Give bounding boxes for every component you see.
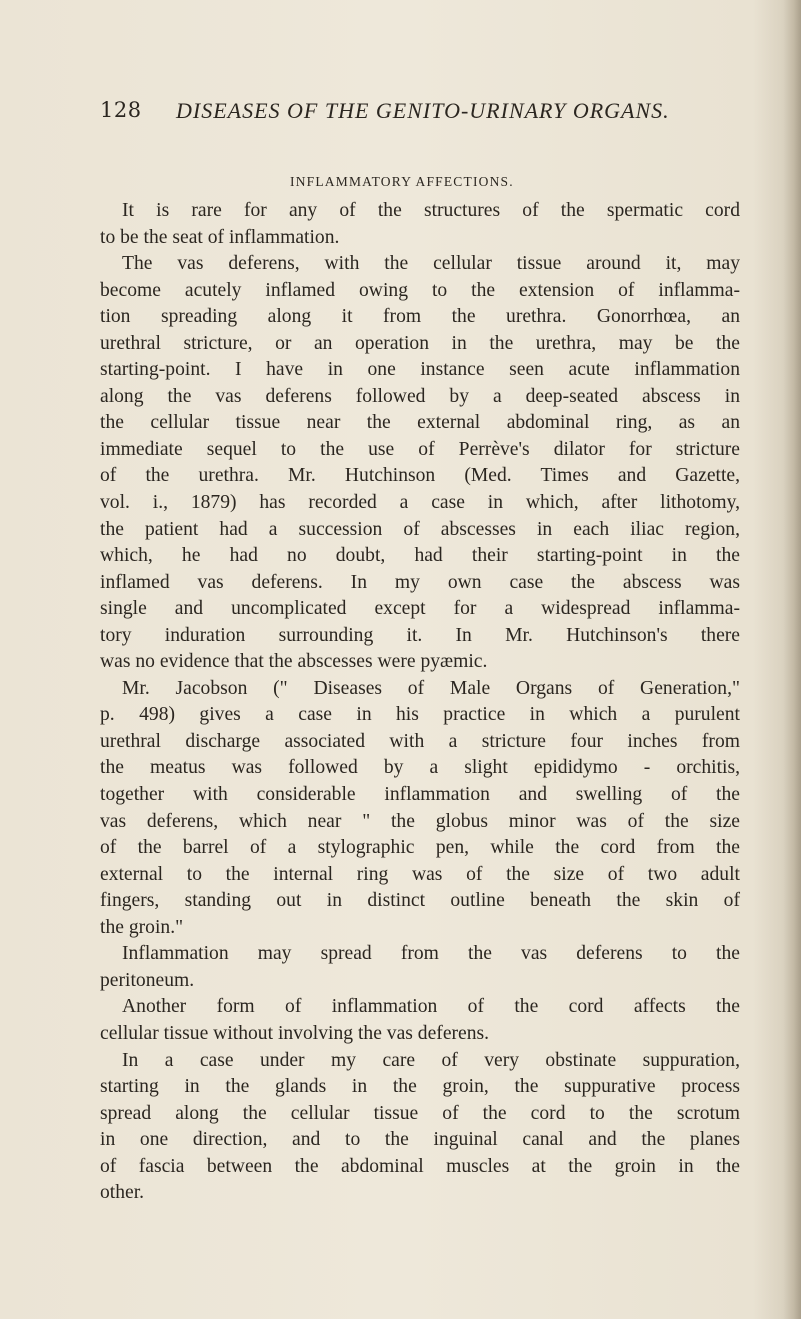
text-line: Another form of inflammation of the cord affects the bbox=[122, 996, 740, 1018]
text-line: other. bbox=[100, 1182, 145, 1204]
text-line: It is rare for any of the structures of the spermatic cord bbox=[122, 200, 740, 221]
text-line: the meatus was followed by a slight epididymo - orchitis, bbox=[100, 757, 740, 779]
text-line: Inflammation may spread from the vas deferens to the bbox=[122, 943, 740, 965]
page-number: 128 bbox=[100, 98, 142, 122]
text-line: together with considerable inflammation and swelling of the bbox=[100, 784, 740, 806]
text-line: of the barrel of a stylographic pen, while the cord from the bbox=[100, 837, 740, 859]
section-heading: INFLAMMATORY AFFECTIONS. bbox=[290, 174, 514, 189]
body-text bbox=[100, 198, 740, 1207]
text-line: external to the internal ring was of the size of two adult bbox=[100, 863, 740, 885]
text-line: was no evidence that the abscesses were pyæmic. bbox=[100, 651, 488, 673]
text-line: the patient had a succession of abscesses in each iliac region, bbox=[100, 518, 740, 540]
text-line: The vas deferens, with the cellular tissue around it, may bbox=[122, 253, 740, 275]
text-line: Mr. Jacobson (" Diseases of Male Organs of Generation," bbox=[122, 677, 740, 699]
text-line: spread along the cellular tissue of the cord to the scrotum bbox=[100, 1102, 740, 1124]
text-line: In a case under my care of very obstinate suppuration, bbox=[122, 1049, 740, 1071]
text-line: urethral discharge associated with a stricture four inches from bbox=[100, 730, 740, 752]
text-line: vol. i., 1879) has recorded a case in which, after lithotomy, bbox=[100, 492, 740, 514]
text-line: of fascia between the abdominal muscles at the groin in the bbox=[100, 1155, 740, 1177]
text-line: vas deferens, which near " the globus minor was of the size bbox=[100, 810, 740, 832]
running-head bbox=[100, 98, 720, 132]
text-line: of the urethra. Mr. Hutchinson (Med. Times and Gazette, bbox=[100, 465, 740, 487]
text-line: fingers, standing out in distinct outline beneath the skin of bbox=[100, 890, 740, 912]
text-line: cellular tissue without involving the vas deferens. bbox=[100, 1022, 490, 1044]
text-line: starting-point. I have in one instance seen acute inflammation bbox=[100, 359, 740, 381]
text-line: become acutely inflamed owing to the extension of inflamma- bbox=[100, 279, 740, 301]
text-line: which, he had no doubt, had their starting-point in the bbox=[100, 545, 740, 567]
text-line: tion spreading along it from the urethra. Gonorrhœa, an bbox=[100, 306, 740, 328]
text-line: peritoneum. bbox=[100, 969, 195, 991]
text-line: inflamed vas deferens. In my own case the abscess was bbox=[100, 571, 740, 593]
text-line: urethral stricture, or an operation in the urethra, may be the bbox=[100, 332, 740, 354]
text-line: immediate sequel to the use of Perrève's dilator for stricture bbox=[100, 438, 740, 460]
page-edge-shadow bbox=[783, 0, 801, 1319]
text-line: p. 498) gives a case in his practice in which a purulent bbox=[100, 704, 740, 726]
text-line: single and uncomplicated except for a widespread inflamma- bbox=[100, 598, 740, 620]
text-line: the cellular tissue near the external abdominal ring, as an bbox=[100, 412, 740, 434]
text-line: along the vas deferens followed by a deep-seated abscess in bbox=[100, 385, 740, 407]
text-line: in one direction, and to the inguinal canal and the planes bbox=[100, 1129, 740, 1151]
text-line: tory induration surrounding it. In Mr. Hutchinson's there bbox=[100, 624, 740, 646]
text-line: the groin." bbox=[100, 916, 184, 938]
running-title: DISEASES OF THE GENITO-URINARY ORGANS. bbox=[176, 98, 670, 123]
text-line: starting in the glands in the groin, the suppurative process bbox=[100, 1076, 740, 1098]
text-line: to be the seat of inflammation. bbox=[100, 226, 340, 248]
